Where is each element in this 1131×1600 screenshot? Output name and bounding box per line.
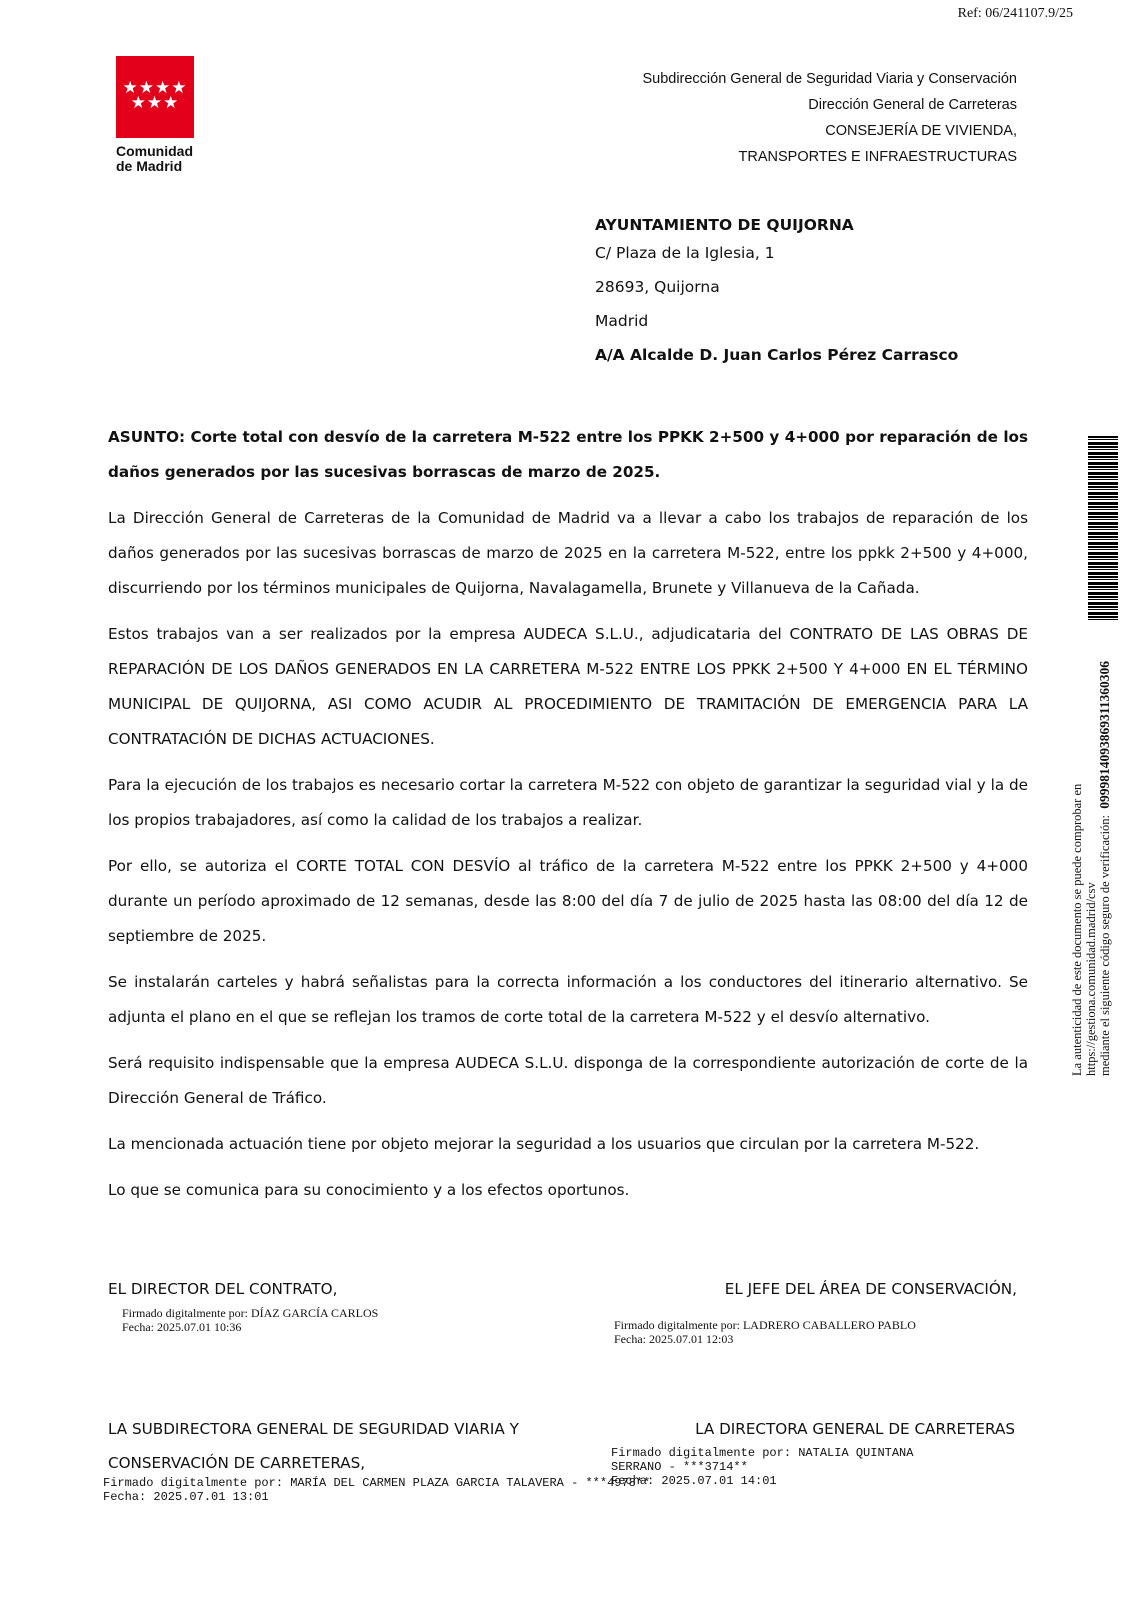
digital-signature-4 <box>611 1446 913 1488</box>
subject-line: ASUNTO: Corte total con desvío de la carretera M-522 entre los PPKK 2+500 y 4+000 por reparación de los daños generados por las sucesivas borrascas de marzo de 2025. <box>108 428 1028 481</box>
verification-sidebar <box>1070 416 1112 1076</box>
logo-line-2: de Madrid <box>116 158 183 174</box>
verification-line: La autenticidad de este documento se puede comprobar en <box>1070 783 1084 1076</box>
signature-date: Fecha: 2025.07.01 13:01 <box>103 1490 269 1504</box>
body-paragraph: La mencionada actuación tiene por objeto mejorar la seguridad a los usuarios que circulan por la carretera M-522. <box>108 1135 980 1153</box>
logo-flag <box>116 56 194 138</box>
verification-url[interactable]: https://gestiona.comunidad.madrid/csv <box>1084 882 1098 1076</box>
signature-title-jefe-area: EL JEFE DEL ÁREA DE CONSERVACIÓN, <box>724 1280 1017 1298</box>
signature-date: Fecha: 2025.07.01 10:36 <box>122 1320 242 1334</box>
signature-title-subdirectora-1: LA SUBDIRECTORA GENERAL DE SEGURIDAD VIARIA Y <box>108 1420 519 1438</box>
signature-date: Fecha: 2025.07.01 14:01 <box>611 1474 777 1488</box>
recipient-attention: A/A Alcalde D. Juan Carlos Pérez Carrasco <box>595 346 959 364</box>
signature-title-subdirectora-2: CONSERVACIÓN DE CARRETERAS, <box>108 1454 366 1472</box>
org-line: Subdirección General de Seguridad Viaria y Conservación <box>642 71 1017 87</box>
comunidad-madrid-logo <box>116 56 196 174</box>
verification-code: 0999814093869311360306 <box>1097 660 1112 809</box>
verification-line: mediante el siguiente código seguro de verificación: <box>1098 814 1112 1076</box>
signature-signer-2: SERRANO - ***3714** <box>611 1460 748 1474</box>
digital-signature-2 <box>614 1318 916 1346</box>
body-paragraph: Lo que se comunica para su conocimiento y a los efectos oportunos. <box>108 1181 630 1199</box>
digital-signature-3 <box>103 1476 650 1504</box>
signature-signer: Firmado digitalmente por: NATALIA QUINTANA <box>611 1446 914 1460</box>
verification-line-3 <box>1098 416 1112 1076</box>
logo-line-1: Comunidad <box>116 143 193 159</box>
recipient-name: AYUNTAMIENTO DE QUIJORNA <box>595 216 854 234</box>
body-paragraph: Será requisito indispensable que la empresa AUDECA S.L.U. disponga de la correspondiente autorización de corte de la Dirección General de Tráfico. <box>108 1054 1028 1107</box>
organization-header <box>642 66 1017 170</box>
org-line: TRANSPORTES E INFRAESTRUCTURAS <box>738 149 1017 165</box>
recipient-postal: 28693, Quijorna <box>595 278 720 296</box>
signature-signer: Firmado digitalmente por: MARÍA DEL CARMEN PLAZA GARCIA TALAVERA - ***4978** <box>103 1476 651 1490</box>
recipient-block <box>595 214 958 372</box>
document-reference: Ref: 06/241107.9/25 <box>957 6 1073 21</box>
signature-date: Fecha: 2025.07.01 12:03 <box>614 1332 734 1346</box>
signature-signer: Firmado digitalmente por: LADRERO CABALLERO PABLO <box>614 1318 916 1332</box>
signature-signer: Firmado digitalmente por: DÍAZ GARCÍA CARLOS <box>122 1306 379 1320</box>
logo-wordmark <box>116 144 196 174</box>
recipient-address: C/ Plaza de la Iglesia, 1 <box>595 244 775 262</box>
logo-stars-icon: ★★★★ ★★★ <box>122 78 188 112</box>
signature-title-directora: LA DIRECTORA GENERAL DE CARRETERAS <box>695 1420 1015 1438</box>
letter-body <box>108 420 1028 1219</box>
body-paragraph: Estos trabajos van a ser realizados por la empresa AUDECA S.L.U., adjudicataria del CONTRATO DE LAS OBRAS DE REPARACIÓN DE LOS DAÑOS GENERADOS EN LA CARRETERA M-522 ENTRE LOS PPKK 2+500 Y 4+000 EN EL TÉRMINO MUNICIPAL DE QUIJORNA, ASI COMO ACUDIR AL PROCEDIMIENTO DE TRAMITACIÓN DE EMERGENCIA PARA LA CONTRATACIÓN DE DICHAS ACTUACIONES. <box>108 625 1028 748</box>
org-line: CONSEJERÍA DE VIVIENDA, <box>825 123 1017 139</box>
signature-title-director-contrato: EL DIRECTOR DEL CONTRATO, <box>108 1280 338 1298</box>
body-paragraph: Por ello, se autoriza el CORTE TOTAL CON DESVÍO al tráfico de la carretera M-522 entre los PPKK 2+500 y 4+000 durante un período aproximado de 12 semanas, desde las 8:00 del día 7 de julio de 2025 hasta las 08:00 del día 12 de septiembre de 2025. <box>108 857 1028 945</box>
body-paragraph: La Dirección General de Carreteras de la Comunidad de Madrid va a llevar a cabo los trabajos de reparación de los daños generados por las sucesivas borrascas de marzo de 2025 en la carretera M-522, entre los ppkk 2+500 y 4+000, discurriendo por los términos municipales de Quijorna, Navalagamella, Brunete y Villanueva de la Cañada. <box>108 509 1028 597</box>
body-paragraph: Se instalarán carteles y habrá señalistas para la correcta información a los conductores del itinerario alternativo. Se adjunta el plano en el que se reflejan los tramos de corte total de la carretera M-522 y el desvío alternativo. <box>108 973 1028 1026</box>
org-line: Dirección General de Carreteras <box>808 97 1017 113</box>
body-paragraph: Para la ejecución de los trabajos es necesario cortar la carretera M-522 con objeto de garantizar la seguridad vial y la de los propios trabajadores, así como la calidad de los trabajos a realizar. <box>108 776 1028 829</box>
digital-signature-1 <box>122 1306 378 1334</box>
recipient-province: Madrid <box>595 312 649 330</box>
